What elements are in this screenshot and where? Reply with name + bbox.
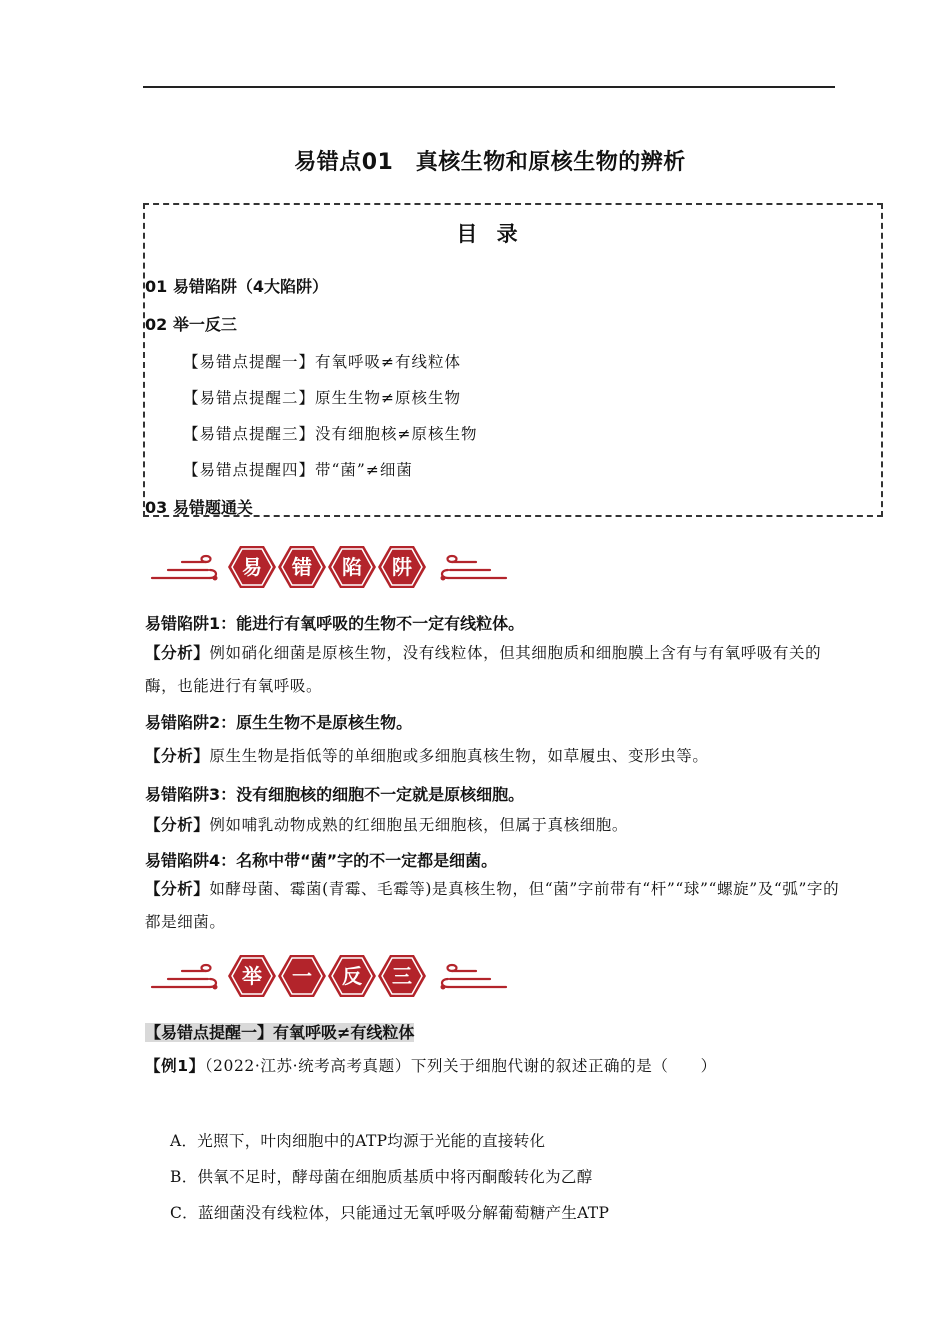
toc-heading: 目 录 (456, 222, 524, 246)
option-b[interactable]: B．供氧不足时，酵母菌在细胞质基质中将丙酮酸转化为乙醇 (170, 1168, 593, 1186)
analysis-text: 原生生物是指低等的单细胞或多细胞真核生物，如草履虫、变形虫等。 (209, 747, 709, 765)
trap-4-title: 易错陷阱4：名称中带“菌”字的不一定都是细菌。 (145, 851, 498, 870)
svg-text:反: 反 (342, 964, 362, 988)
page-title: 易错点01 真核生物和原核生物的辨析 (294, 150, 686, 175)
examples-hex-4 (378, 955, 426, 997)
example-tip-heading (145, 1020, 414, 1043)
svg-text:一: 一 (292, 964, 312, 988)
trap-2-title: 易错陷阱2：原生生物不是原核生物。 (145, 713, 413, 732)
analysis-label: 【分析】 (145, 644, 210, 662)
analysis-label: 【分析】 (145, 880, 210, 898)
option-c[interactable]: C．蓝细菌没有线粒体，只能通过无氧呼吸分解葡萄糖产生ATP (170, 1204, 610, 1222)
analysis-text: 例如哺乳动物成熟的红细胞虽无细胞核，但属于真核细胞。 (209, 816, 629, 834)
toc-section-1[interactable]: 01 易错陷阱（4大陷阱） (145, 277, 328, 296)
examples-hex-3 (328, 955, 376, 997)
trap-4-analysis (145, 873, 845, 939)
trap-3-analysis (145, 809, 845, 842)
left-swirl-ornament (152, 556, 216, 578)
analysis-text: 例如硝化细菌是原核生物，没有线粒体，但其细胞质和细胞膜上含有与有氧呼吸有关的酶，也能进行有氧呼吸。 (145, 644, 822, 695)
example-label: 【例1】 (145, 1057, 205, 1075)
option-a[interactable]: A．光照下，叶肉细胞中的ATP均源于光能的直接转化 (170, 1132, 546, 1150)
examples-hex-2 (278, 955, 326, 997)
header-rule (143, 86, 835, 88)
toc-section-3[interactable]: 03 易错题通关 (145, 498, 253, 517)
svg-text:举: 举 (242, 964, 262, 988)
analysis-label: 【分析】 (145, 747, 210, 765)
right-swirl-ornament (442, 965, 506, 987)
toc-section-2[interactable]: 02 举一反三 (145, 315, 237, 334)
trap-1-analysis (145, 637, 845, 703)
svg-text:三: 三 (392, 964, 412, 988)
toc-tip-4[interactable]: 【易错点提醒四】带“菌”≠细菌 (183, 461, 413, 479)
left-swirl-ornament (152, 965, 216, 987)
traps-hex-2 (278, 546, 326, 588)
traps-hex-4 (378, 546, 426, 588)
trap-3-title: 易错陷阱3：没有细胞核的细胞不一定就是原核细胞。 (145, 785, 525, 804)
examples-banner (150, 945, 510, 1007)
analysis-text: 如酵母菌、霉菌(青霉、毛霉等)是真核生物，但“菌”字前带有“杆”“球”“螺旋”及“弧”字的都是细菌。 (145, 880, 840, 931)
toc-tip-3[interactable]: 【易错点提醒三】没有细胞核≠原核生物 (183, 425, 478, 443)
example-1-stem (145, 1050, 845, 1083)
svg-text:陷: 陷 (342, 555, 362, 579)
svg-text:错: 错 (292, 555, 312, 579)
example-stem-text: （2022·江苏·统考高考真题）下列关于细胞代谢的叙述正确的是（ ） (204, 1057, 717, 1075)
toc-tip-2[interactable]: 【易错点提醒二】原生生物≠原核生物 (183, 389, 461, 407)
svg-text:阱: 阱 (392, 555, 412, 579)
examples-hex-1 (228, 955, 276, 997)
svg-text:易: 易 (242, 555, 262, 579)
traps-hex-1 (228, 546, 276, 588)
trap-1-title: 易错陷阱1：能进行有氧呼吸的生物不一定有线粒体。 (145, 614, 525, 633)
analysis-label: 【分析】 (145, 816, 210, 834)
toc-tip-1[interactable]: 【易错点提醒一】有氧呼吸≠有线粒体 (183, 353, 461, 371)
trap-2-analysis (145, 740, 845, 773)
right-swirl-ornament (442, 556, 506, 578)
traps-hex-3 (328, 546, 376, 588)
tip-heading-text: 【易错点提醒一】有氧呼吸≠有线粒体 (145, 1023, 415, 1042)
traps-banner (150, 536, 510, 598)
